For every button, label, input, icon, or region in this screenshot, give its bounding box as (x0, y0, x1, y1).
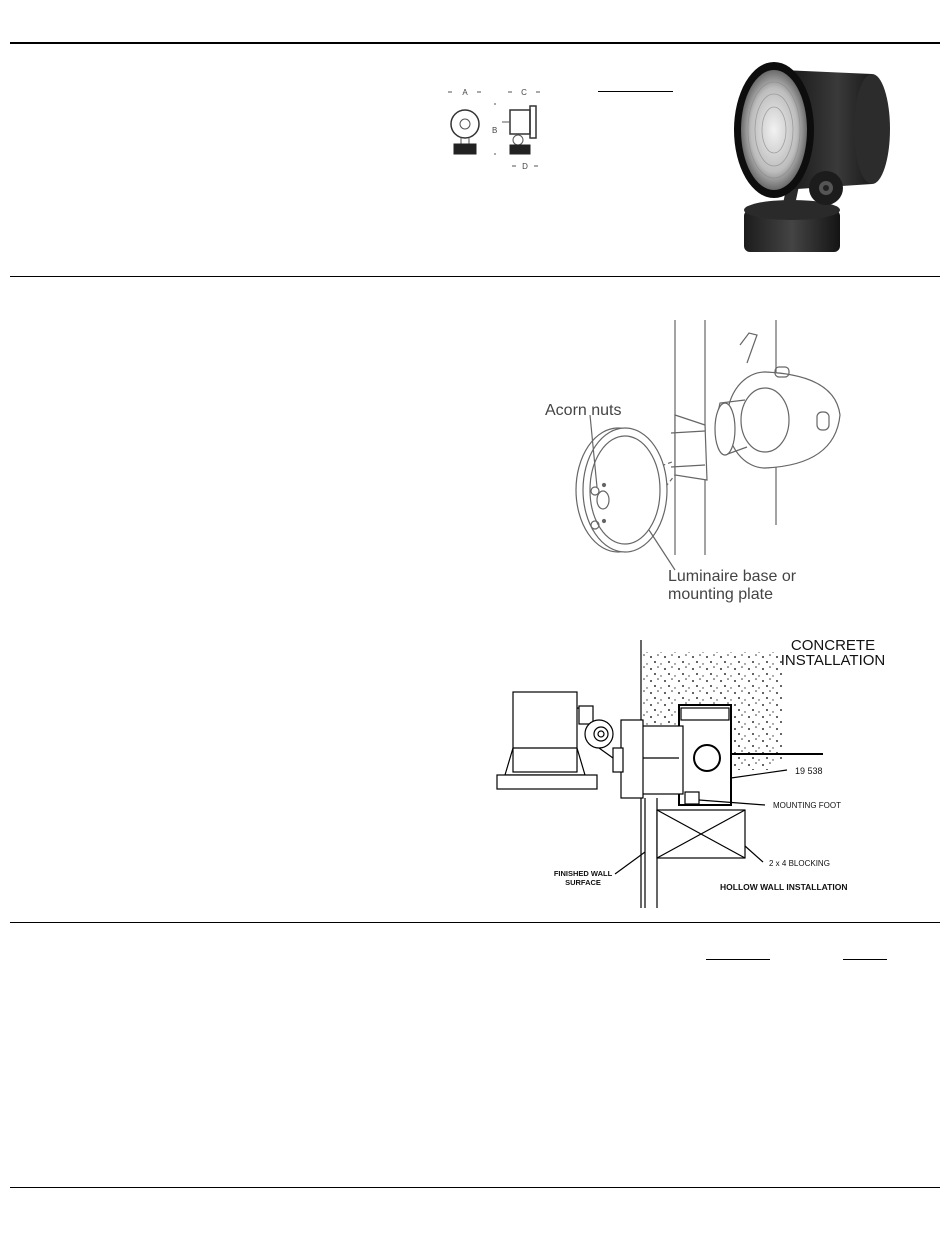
hollow-wall-label: HOLLOW WALL INSTALLATION (720, 882, 848, 892)
finished-wall-label-line1: FINISHED WALL (553, 869, 613, 878)
mounting-diagram (535, 315, 855, 615)
luminaire-base-label-line2: mounting plate (668, 586, 773, 603)
blocking-label: 2 x 4 BLOCKING (769, 859, 830, 868)
concrete-label-line2: INSTALLATION (780, 652, 886, 669)
concrete-label-line1: CONCRETE (790, 637, 876, 654)
dimension-diagram (440, 84, 550, 174)
label-d: D (522, 162, 528, 171)
column-underline-2 (843, 959, 887, 960)
label-c: C (521, 88, 527, 97)
section-rule-2 (10, 922, 940, 923)
acorn-nuts-label: Acorn nuts (545, 402, 622, 419)
installation-diagram (495, 630, 915, 915)
section-rule-1 (10, 276, 940, 277)
column-underline-1 (706, 959, 770, 960)
finished-wall-label-line2: SURFACE (565, 878, 601, 887)
product-photo (722, 50, 912, 260)
top-rule (10, 42, 940, 44)
luminaire-base-label-line1: Luminaire base or (668, 568, 797, 585)
part-number-label: 19 538 (795, 766, 823, 776)
header-underline (598, 91, 673, 92)
label-b: B (492, 126, 498, 135)
label-a: A (462, 88, 468, 97)
mounting-foot-label: MOUNTING FOOT (773, 801, 841, 810)
bottom-rule (10, 1187, 940, 1188)
